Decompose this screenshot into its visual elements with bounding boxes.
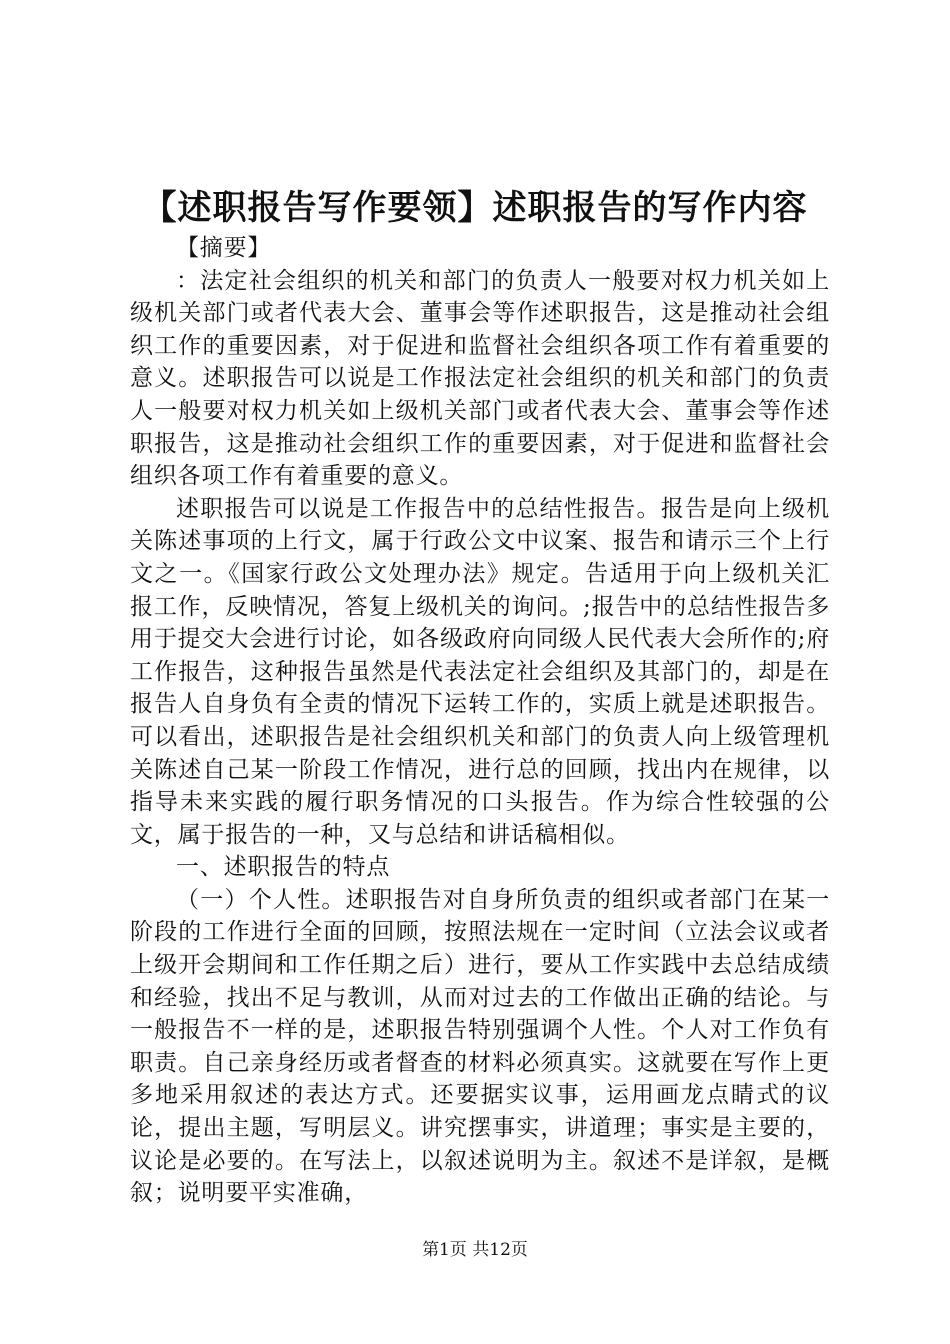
document-body	[130, 232, 830, 1210]
abstract-paragraph: ：法定社会组织的机关和部门的负责人一般要对权力机关如上级机关部门或者代表大会、董事会等作述职报告，这是推动社会组织工作的重要因素，对于促进和监督社会组织各项工作有着重要的意义。述职报告可以说是工作报法定社会组织的机关和部门的负责人一般要对权力机关如上级机关部门或者代表大会、董事会等作述职报告，这是推动社会组织工作的重要因素，对于促进和监督社会组织各项工作有着重要的意义。	[130, 267, 830, 490]
body-paragraph: 述职报告可以说是工作报告中的总结性报告。报告是向上级机关陈述事项的上行文，属于行政公文中议案、报告和请示三个上行文之一。《国家行政公文处理办法》规定。告适用于向上级机关汇报工作，反映情况，答复上级机关的询问。;报告中的总结性报告多用于提交大会进行讨论，如各级政府向同级人民代表大会所作的;府工作报告，这种报告虽然是代表法定社会组织及其部门的，却是在报告人自身负有全责的情况下运转工作的，实质上就是述职报告。可以看出，述职报告是社会组织机关和部门的负责人向上级管理机关陈述自己某一阶段工作情况，进行总的回顾，找出内在规律，以指导未来实践的履行职务情况的口头报告。作为综合性较强的公文，属于报告的一种，又与总结和讲话稿相似。	[130, 495, 830, 848]
body-paragraph: （一）个人性。述职报告对自身所负责的组织或者部门在某一阶段的工作进行全面的回顾，按照法规在一定时间（立法会议或者上级开会期间和工作任期之后）进行，要从工作实践中去总结成绩和经验，找出不足与教训，从而对过去的工作做出正确的结论。与一般报告不一样的是，述职报告特别强调个人性。个人对工作负有职责。自己亲身经历或者督查的材料必须真实。这就要在写作上更多地采用叙述的表达方式。还要据实议事，运用画龙点睛式的议论，提出主题，写明层义。讲究摆事实，讲道理；事实是主要的，议论是必要的。在写法上，以叙述说明为主。叙述不是详叙，是概叙；说明要平实准确，	[130, 886, 830, 1207]
section-heading: 一、述职报告的特点	[176, 854, 391, 881]
document-title: 【述职报告写作要领】述职报告的写作内容	[142, 188, 808, 228]
abstract-heading: 【摘要】	[176, 235, 272, 261]
page-number-footer: 第1页 共12页	[422, 1240, 528, 1260]
